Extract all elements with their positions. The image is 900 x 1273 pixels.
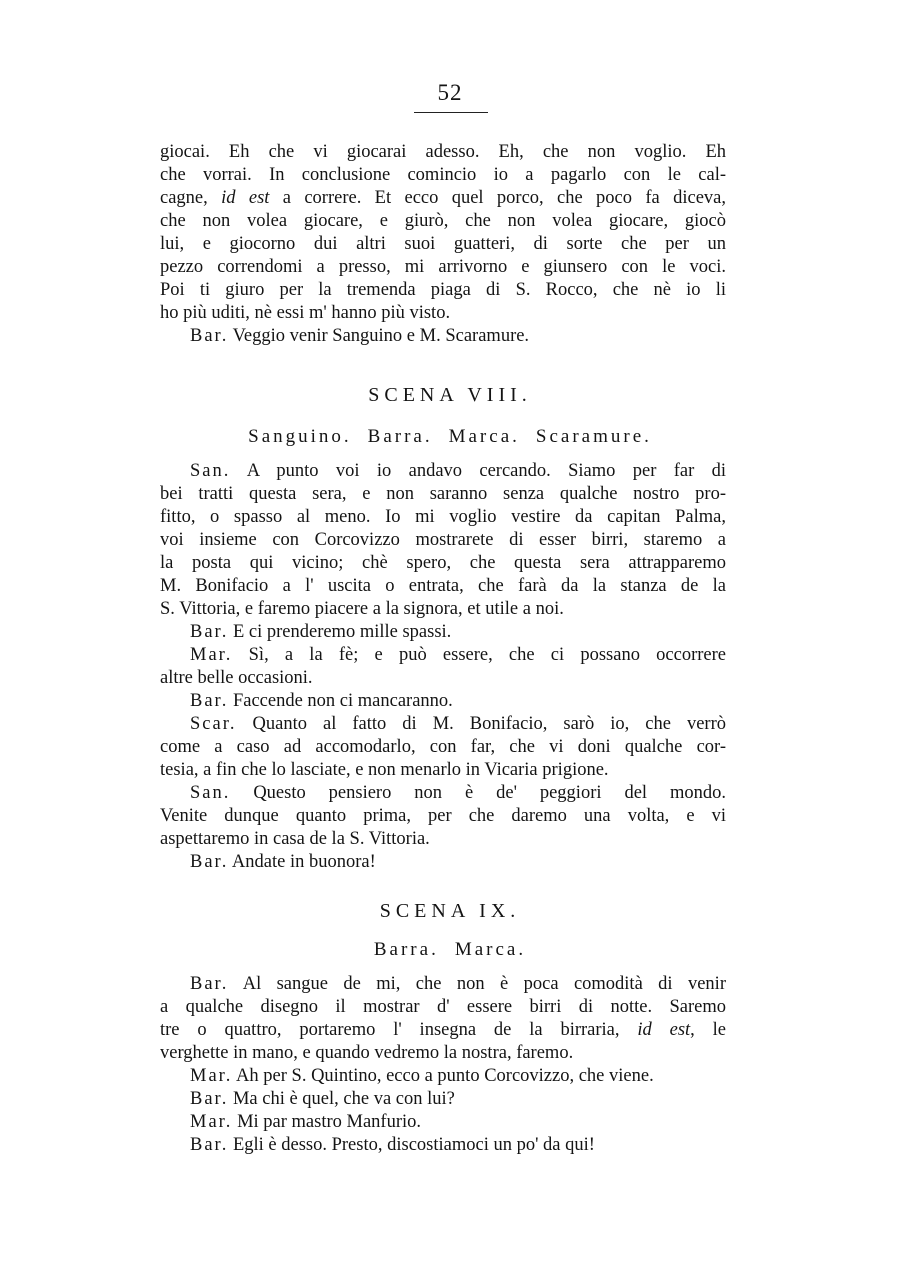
scene-characters bbox=[0, 939, 900, 961]
text-block-2 bbox=[160, 460, 726, 874]
dialogue-text: Al sangue de mi, che non è poca comodità di venir bbox=[228, 974, 726, 994]
text-line: come a caso ad accomodarlo, con far, che vi doni qualche cor- bbox=[160, 737, 726, 757]
italic-latin: id est bbox=[637, 1020, 691, 1040]
speaker-name: Mar. bbox=[190, 645, 233, 665]
speaker-name: Mar. bbox=[190, 1066, 233, 1086]
dialogue-line bbox=[160, 973, 726, 996]
dialogue-line bbox=[160, 621, 726, 644]
dialogue-line bbox=[160, 644, 726, 667]
speaker-name: Mar. bbox=[190, 1112, 233, 1132]
dialogue-line bbox=[160, 1111, 726, 1134]
text-line: pezzo correndomi a presso, mi arrivorno e giunsero con le voci. bbox=[160, 257, 726, 277]
dialogue-line bbox=[160, 690, 726, 713]
speaker-name: Bar. bbox=[190, 691, 229, 711]
character-name: Marca. bbox=[448, 426, 520, 447]
text-line: voi insieme con Corcovizzo mostrarete di esser birri, staremo a bbox=[160, 530, 726, 550]
text-line: aspettaremo in casa de la S. Vittoria. bbox=[160, 829, 430, 849]
character-name: Barra. bbox=[373, 939, 439, 960]
text-line: ho più uditi, nè essi m' hanno più visto. bbox=[160, 303, 451, 323]
text-line: M. Bonifacio a l' uscita o entrata, che farà da la stanza de la bbox=[160, 576, 726, 596]
text-line: giocai. Eh che vi giocarai adesso. Eh, che non voglio. Eh bbox=[160, 142, 726, 162]
text-line: Venite dunque quanto prima, per che daremo una volta, e vi bbox=[160, 806, 726, 826]
text-line bbox=[160, 187, 726, 210]
text-line: tesia, a fin che lo lasciate, e non menarlo in Vicaria prigione. bbox=[160, 760, 609, 780]
text-segment: tre o quattro, portaremo l' insegna de la birraria, bbox=[160, 1020, 638, 1040]
dialogue-line bbox=[160, 460, 726, 483]
dialogue-text: Faccende non ci mancaranno. bbox=[228, 691, 453, 711]
character-name: Barra. bbox=[367, 426, 433, 447]
dialogue-line bbox=[160, 325, 726, 348]
text-line: S. Vittoria, e faremo piacere a la signora, et utile a noi. bbox=[160, 599, 564, 619]
text-line bbox=[160, 1019, 726, 1042]
speaker-name: Scar. bbox=[190, 714, 237, 734]
dialogue-text: A punto voi io andavo cercando. Siamo per far di bbox=[230, 461, 726, 481]
text-line: la posta qui vicino; chè spero, che questa sera attrapparemo bbox=[160, 553, 726, 573]
dialogue-line bbox=[160, 1088, 726, 1111]
dialogue-text: Quanto al fatto di M. Bonifacio, sarò io, che verrò bbox=[236, 714, 726, 734]
speaker-name: Bar. bbox=[190, 852, 229, 872]
text-segment: a correre. Et ecco quel porco, che poco fa diceva, bbox=[269, 188, 726, 208]
scene-title: SCENA IX. bbox=[379, 900, 521, 922]
dialogue-text: Veggio venir Sanguino e M. Scaramure. bbox=[228, 326, 530, 346]
text-segment: cagne, bbox=[160, 188, 222, 208]
italic-latin: id est bbox=[221, 188, 270, 208]
text-line: bei tratti questa sera, e non saranno senza qualche nostro pro- bbox=[160, 484, 726, 504]
text-line: altre belle occasioni. bbox=[160, 668, 313, 688]
dialogue-text: Egli è desso. Presto, discostiamoci un po' da qui! bbox=[228, 1135, 595, 1155]
speaker-name: Bar. bbox=[190, 622, 229, 642]
text-line: che vorrai. In conclusione comincio io a pagarlo con le cal- bbox=[160, 165, 726, 185]
dialogue-line bbox=[160, 851, 726, 874]
speaker-name: Bar. bbox=[190, 1135, 229, 1155]
dialogue-text: E ci prenderemo mille spassi. bbox=[228, 622, 452, 642]
dialogue-text: Ah per S. Quintino, ecco a punto Corcovizzo, che viene. bbox=[232, 1066, 654, 1086]
text-line: a qualche disegno il mostrar d' essere birri di notte. Saremo bbox=[160, 997, 726, 1017]
speaker-name: Bar. bbox=[190, 974, 229, 994]
text-line: fitto, o spasso al meno. Io mi voglio vestire da capitan Palma, bbox=[160, 507, 726, 527]
dialogue-line bbox=[160, 713, 726, 736]
character-name: Marca. bbox=[454, 939, 527, 960]
dialogue-text: Ma chi è quel, che va con lui? bbox=[228, 1089, 455, 1109]
text-segment: , le bbox=[690, 1020, 726, 1040]
scene-title: SCENA VIII. bbox=[368, 384, 532, 406]
speaker-name: San. bbox=[190, 461, 231, 481]
text-block-3 bbox=[160, 973, 726, 1157]
text-line: verghette in mano, e quando vedremo la nostra, faremo. bbox=[160, 1043, 574, 1063]
scene-characters bbox=[0, 426, 900, 448]
dialogue-line bbox=[160, 782, 726, 805]
speaker-name: Bar. bbox=[190, 1089, 229, 1109]
text-line: che non volea giocare, e giurò, che non volea giocare, giocò bbox=[160, 211, 726, 231]
speaker-name: Bar. bbox=[190, 326, 229, 346]
character-name: Scaramure. bbox=[535, 426, 652, 447]
dialogue-text: Questo pensiero non è de' peggiori del mondo. bbox=[230, 783, 726, 803]
text-line: lui, e giocorno dui altri suoi guatteri, di sorte che per un bbox=[160, 234, 726, 254]
speaker-name: San. bbox=[190, 783, 231, 803]
dialogue-line bbox=[160, 1065, 726, 1088]
dialogue-line bbox=[160, 1134, 726, 1157]
text-line: Poi ti giuro per la tremenda piaga di S. Rocco, che nè io li bbox=[160, 280, 726, 300]
dialogue-text: Sì, a la fè; e può essere, che ci possano occorrere bbox=[232, 645, 726, 665]
page-number: 52 bbox=[437, 80, 463, 105]
character-name: Sanguino. bbox=[248, 426, 352, 447]
text-block-1 bbox=[160, 141, 726, 348]
header-rule bbox=[414, 112, 488, 113]
dialogue-text: Mi par mastro Manfurio. bbox=[232, 1112, 421, 1132]
dialogue-text: Andate in buonora! bbox=[228, 852, 376, 872]
